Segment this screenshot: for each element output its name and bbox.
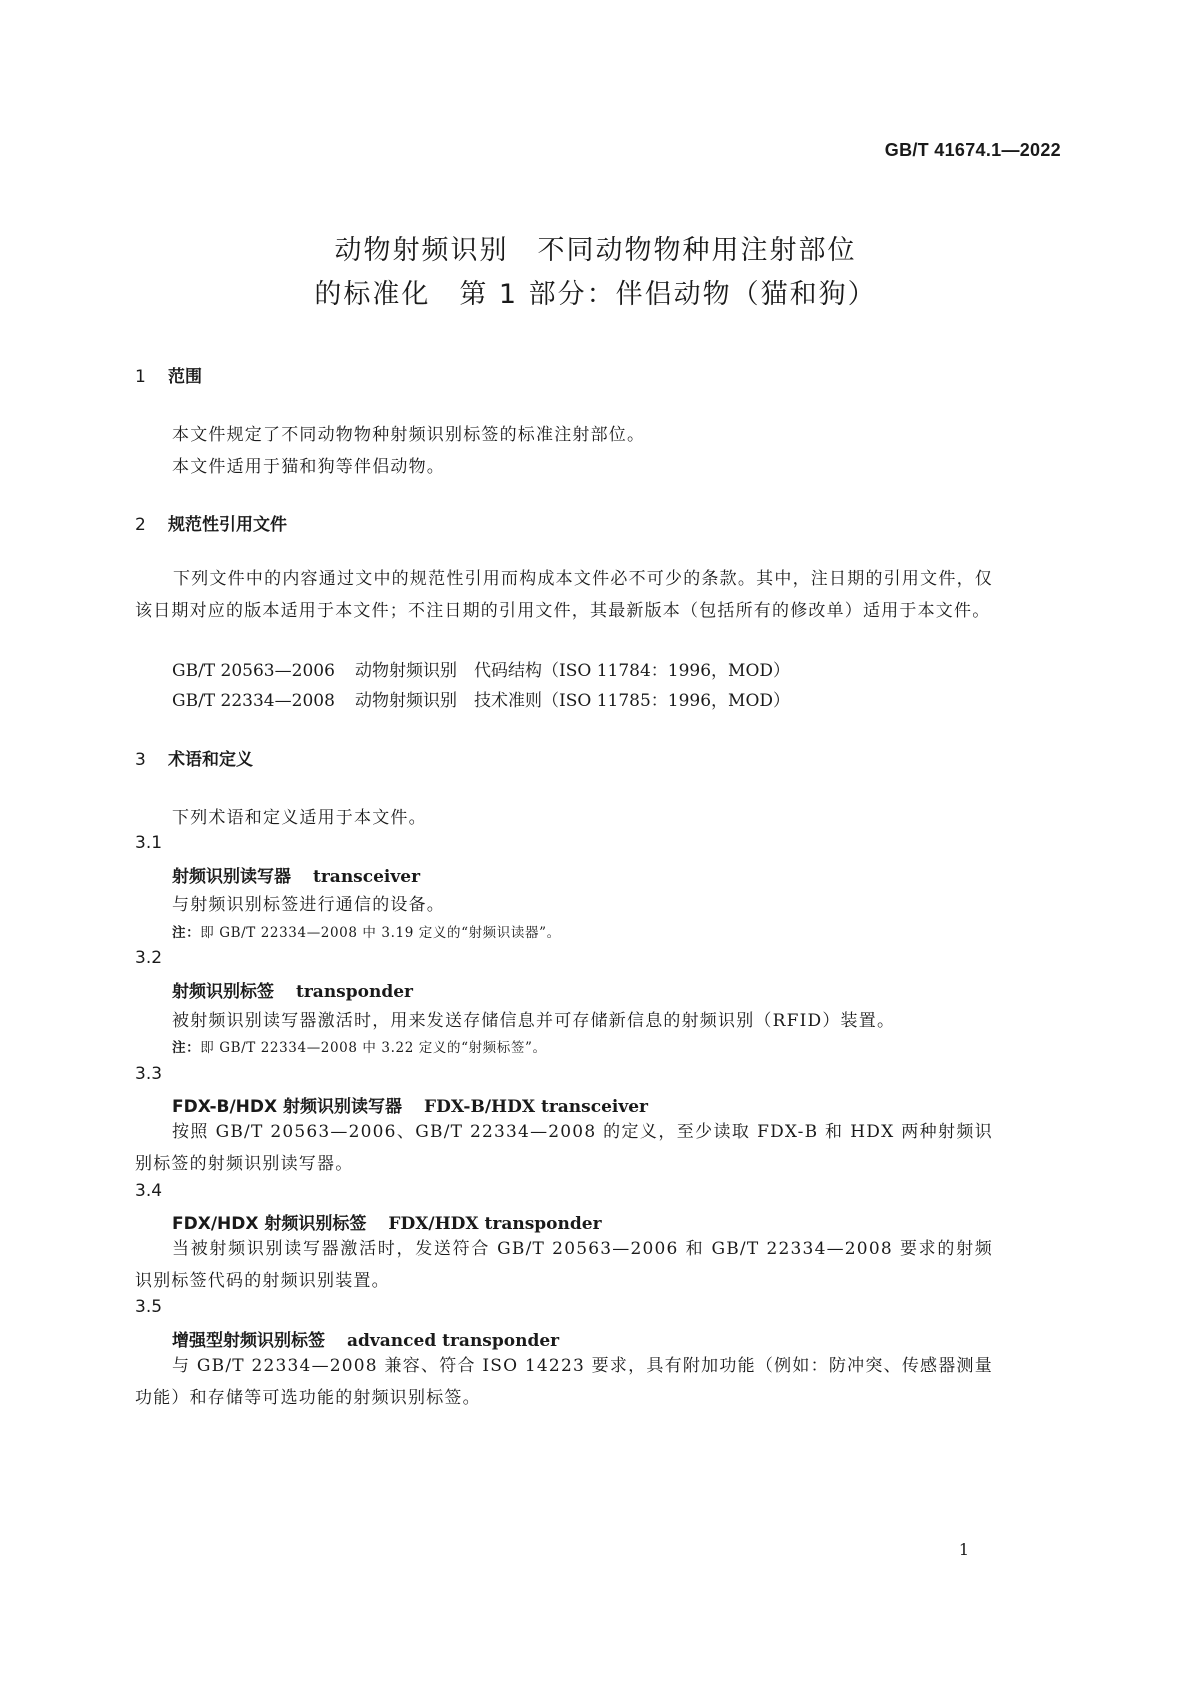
- title-line-2: 的标准化 第 1 部分：伴侣动物（猫和狗）: [314, 279, 877, 310]
- note-text: 即 GB/T 22334—2008 中 3.19 定义的“射频识读器”。: [200, 925, 561, 941]
- paragraph: 本文件适用于猫和狗等伴侣动物。: [172, 457, 445, 477]
- term-entry: [172, 1209, 602, 1234]
- normative-reference: [172, 686, 790, 711]
- reference-title: 动物射频识别 技术准则（ISO 11785：1996，MOD）: [355, 691, 791, 711]
- note-label: 注：: [172, 925, 201, 941]
- term-definition: 被射频识别读写器激活时，用来发送存储信息并可存储新信息的射频识别（RFID）装置。: [172, 1011, 896, 1031]
- term-entry: [172, 977, 413, 1002]
- paragraph: 下列术语和定义适用于本文件。: [172, 808, 427, 828]
- term-entry: [172, 862, 420, 887]
- note-label: 注：: [172, 1040, 201, 1056]
- paragraph: 下列文件中的内容通过文中的规范性引用而构成本文件必不可少的条款。其中，注日期的引用文件，仅该日期对应的版本适用于本文件；不注日期的引用文件，其最新版本（包括所有的修改单）适用于本文件。: [135, 569, 993, 621]
- section-1-heading: [135, 362, 202, 387]
- term-note: [172, 1036, 547, 1056]
- term-zh: 射频识别标签: [172, 982, 274, 1002]
- term-entry: [172, 1092, 648, 1117]
- term-en: transponder: [296, 982, 413, 1002]
- clause-number: 3.4: [135, 1181, 163, 1201]
- clause-number: 3.5: [135, 1297, 163, 1317]
- term-zh: 增强型射频识别标签: [172, 1331, 325, 1351]
- term-definition: 当被射频识别读写器激活时，发送符合 GB/T 20563—2006 和 GB/T 22334—2008 要求的射频识别标签代码的射频识别装置。: [135, 1239, 993, 1291]
- clause-number: 3.3: [135, 1064, 163, 1084]
- section-title: 范围: [168, 367, 202, 387]
- term-zh: FDX-B/HDX 射频识别读写器: [172, 1097, 403, 1117]
- term-definition: 按照 GB/T 20563—2006、GB/T 22334—2008 的定义，至少读取 FDX-B 和 HDX 两种射频识别标签的射频识别读写器。: [135, 1122, 993, 1174]
- normative-reference: [172, 656, 790, 681]
- section-3-heading: [135, 745, 253, 770]
- section-number: 1: [135, 367, 146, 387]
- section-title: 规范性引用文件: [168, 515, 287, 535]
- document-number: GB/T 41674.1—2022: [884, 140, 1061, 160]
- note-text: 即 GB/T 22334—2008 中 3.22 定义的“射频标签”。: [200, 1040, 547, 1056]
- term-zh: FDX/HDX 射频识别标签: [172, 1214, 367, 1234]
- reference-code: GB/T 22334—2008: [172, 691, 335, 711]
- term-en: transceiver: [313, 867, 421, 887]
- section-2-heading: [135, 510, 287, 535]
- term-entry: [172, 1326, 559, 1351]
- term-en: advanced transponder: [347, 1331, 560, 1351]
- paragraph: 本文件规定了不同动物物种射频识别标签的标准注射部位。: [172, 425, 646, 445]
- clause-number: 3.1: [135, 833, 163, 853]
- clause-number: 3.2: [135, 948, 163, 968]
- term-zh: 射频识别读写器: [172, 867, 291, 887]
- section-title: 术语和定义: [168, 750, 253, 770]
- term-definition: 与 GB/T 22334—2008 兼容、符合 ISO 14223 要求，具有附加功能（例如：防冲突、传感器测量功能）和存储等可选功能的射频识别标签。: [135, 1356, 993, 1408]
- term-note: [172, 921, 561, 941]
- reference-code: GB/T 20563—2006: [172, 661, 335, 681]
- page-number: 1: [958, 1540, 969, 1559]
- section-number: 3: [135, 750, 146, 770]
- section-number: 2: [135, 515, 146, 535]
- term-en: FDX/HDX transponder: [388, 1214, 602, 1234]
- term-definition: 与射频识别标签进行通信的设备。: [172, 895, 445, 915]
- term-en: FDX-B/HDX transceiver: [424, 1097, 649, 1117]
- title-line-1: 动物射频识别 不同动物物种用注射部位: [334, 235, 857, 266]
- reference-title: 动物射频识别 代码结构（ISO 11784：1996，MOD）: [355, 661, 791, 681]
